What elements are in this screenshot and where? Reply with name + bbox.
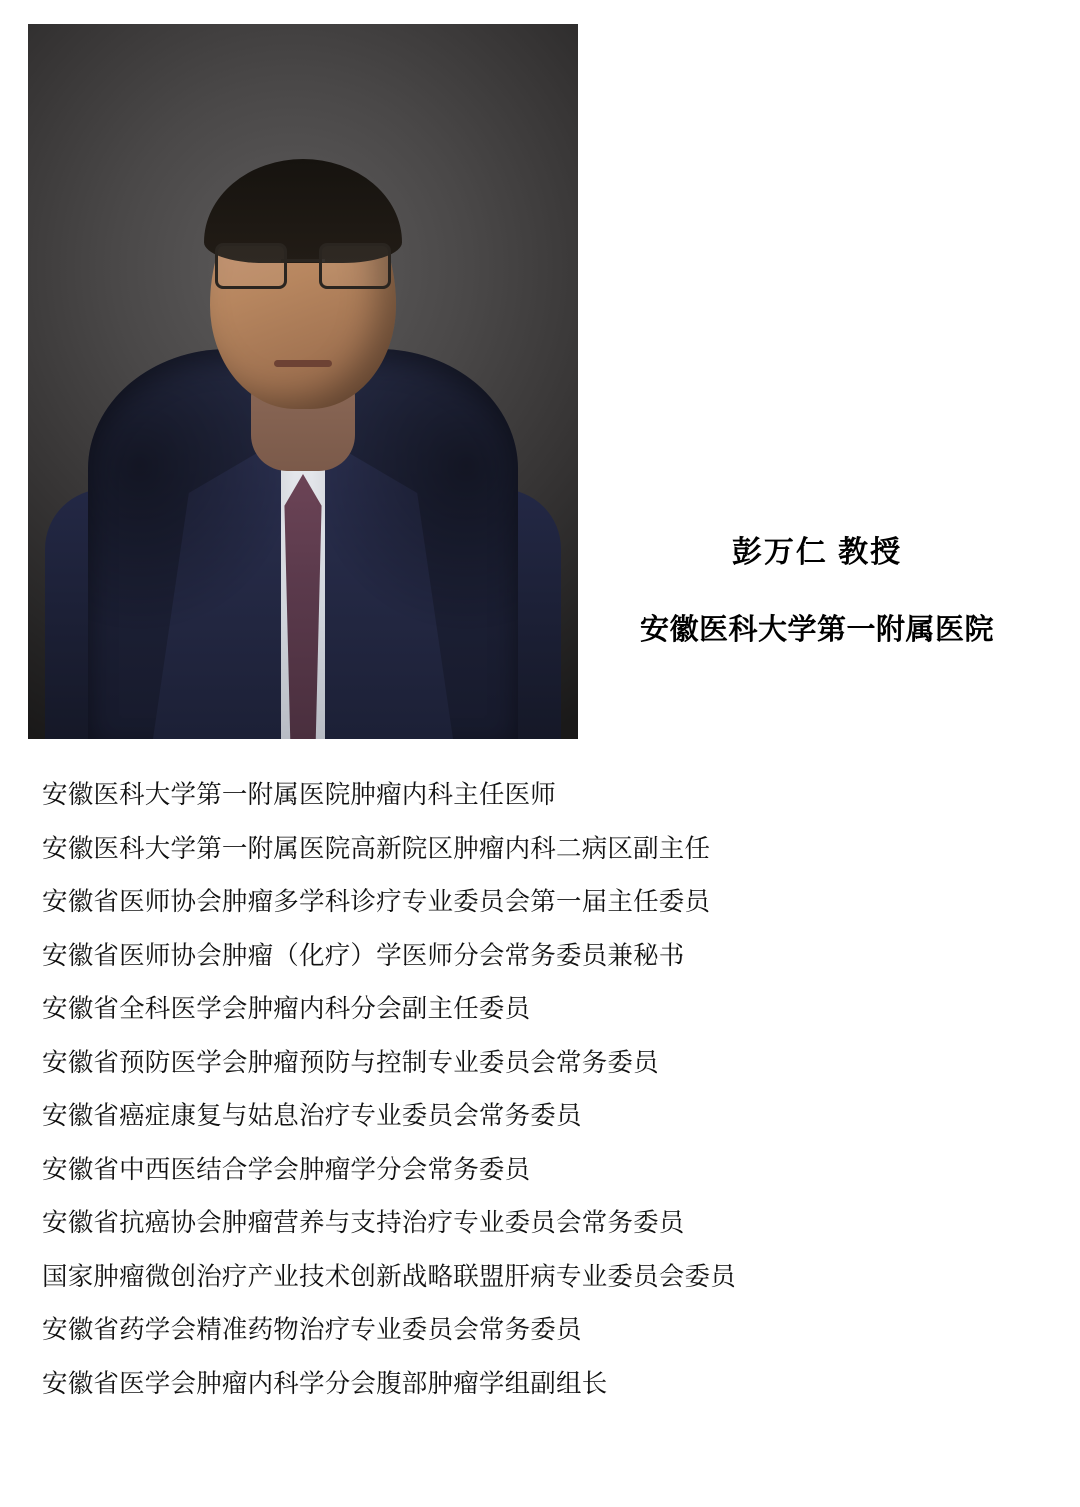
list-item: 安徽医科大学第一附属医院肿瘤内科主任医师	[42, 781, 557, 809]
hospital-affiliation: 安徽医科大学第一附属医院	[639, 614, 994, 646]
credentials-list	[0, 783, 1080, 1397]
glasses-left-lens	[215, 243, 287, 289]
name-block	[578, 24, 1080, 653]
glasses-right-lens	[319, 243, 391, 289]
list-item: 安徽省药学会精准药物治疗专业委员会常务委员	[42, 1316, 582, 1344]
list-item: 安徽省癌症康复与姑息治疗专业委员会常务委员	[42, 1102, 582, 1130]
mouth-shape	[274, 360, 332, 367]
portrait-photo	[28, 24, 578, 739]
list-item: 安徽省预防医学会肿瘤预防与控制专业委员会常务委员	[42, 1048, 659, 1077]
profile-header	[0, 0, 1080, 739]
list-item: 安徽省医学会肿瘤内科学分会腹部肿瘤学组副组长	[42, 1369, 608, 1398]
list-item: 安徽省医师协会肿瘤（化疗）学医师分会常务委员兼秘书	[42, 941, 685, 970]
list-item: 安徽省中西医结合学会肿瘤学分会常务委员	[42, 1155, 531, 1184]
doctor-name: 彭万仁 教授	[731, 536, 903, 569]
glasses-icon	[215, 243, 391, 287]
list-item: 安徽医科大学第一附属医院高新院区肿瘤内科二病区副主任	[42, 834, 711, 863]
list-item: 安徽省医师协会肿瘤多学科诊疗专业委员会第一届主任委员	[42, 888, 711, 916]
list-item: 安徽省全科医学会肿瘤内科分会副主任委员	[42, 995, 531, 1023]
photo-subject	[28, 24, 578, 739]
list-item: 国家肿瘤微创治疗产业技术创新战略联盟肝病专业委员会委员	[42, 1262, 736, 1291]
list-item: 安徽省抗癌协会肿瘤营养与支持治疗专业委员会常务委员	[42, 1209, 685, 1237]
